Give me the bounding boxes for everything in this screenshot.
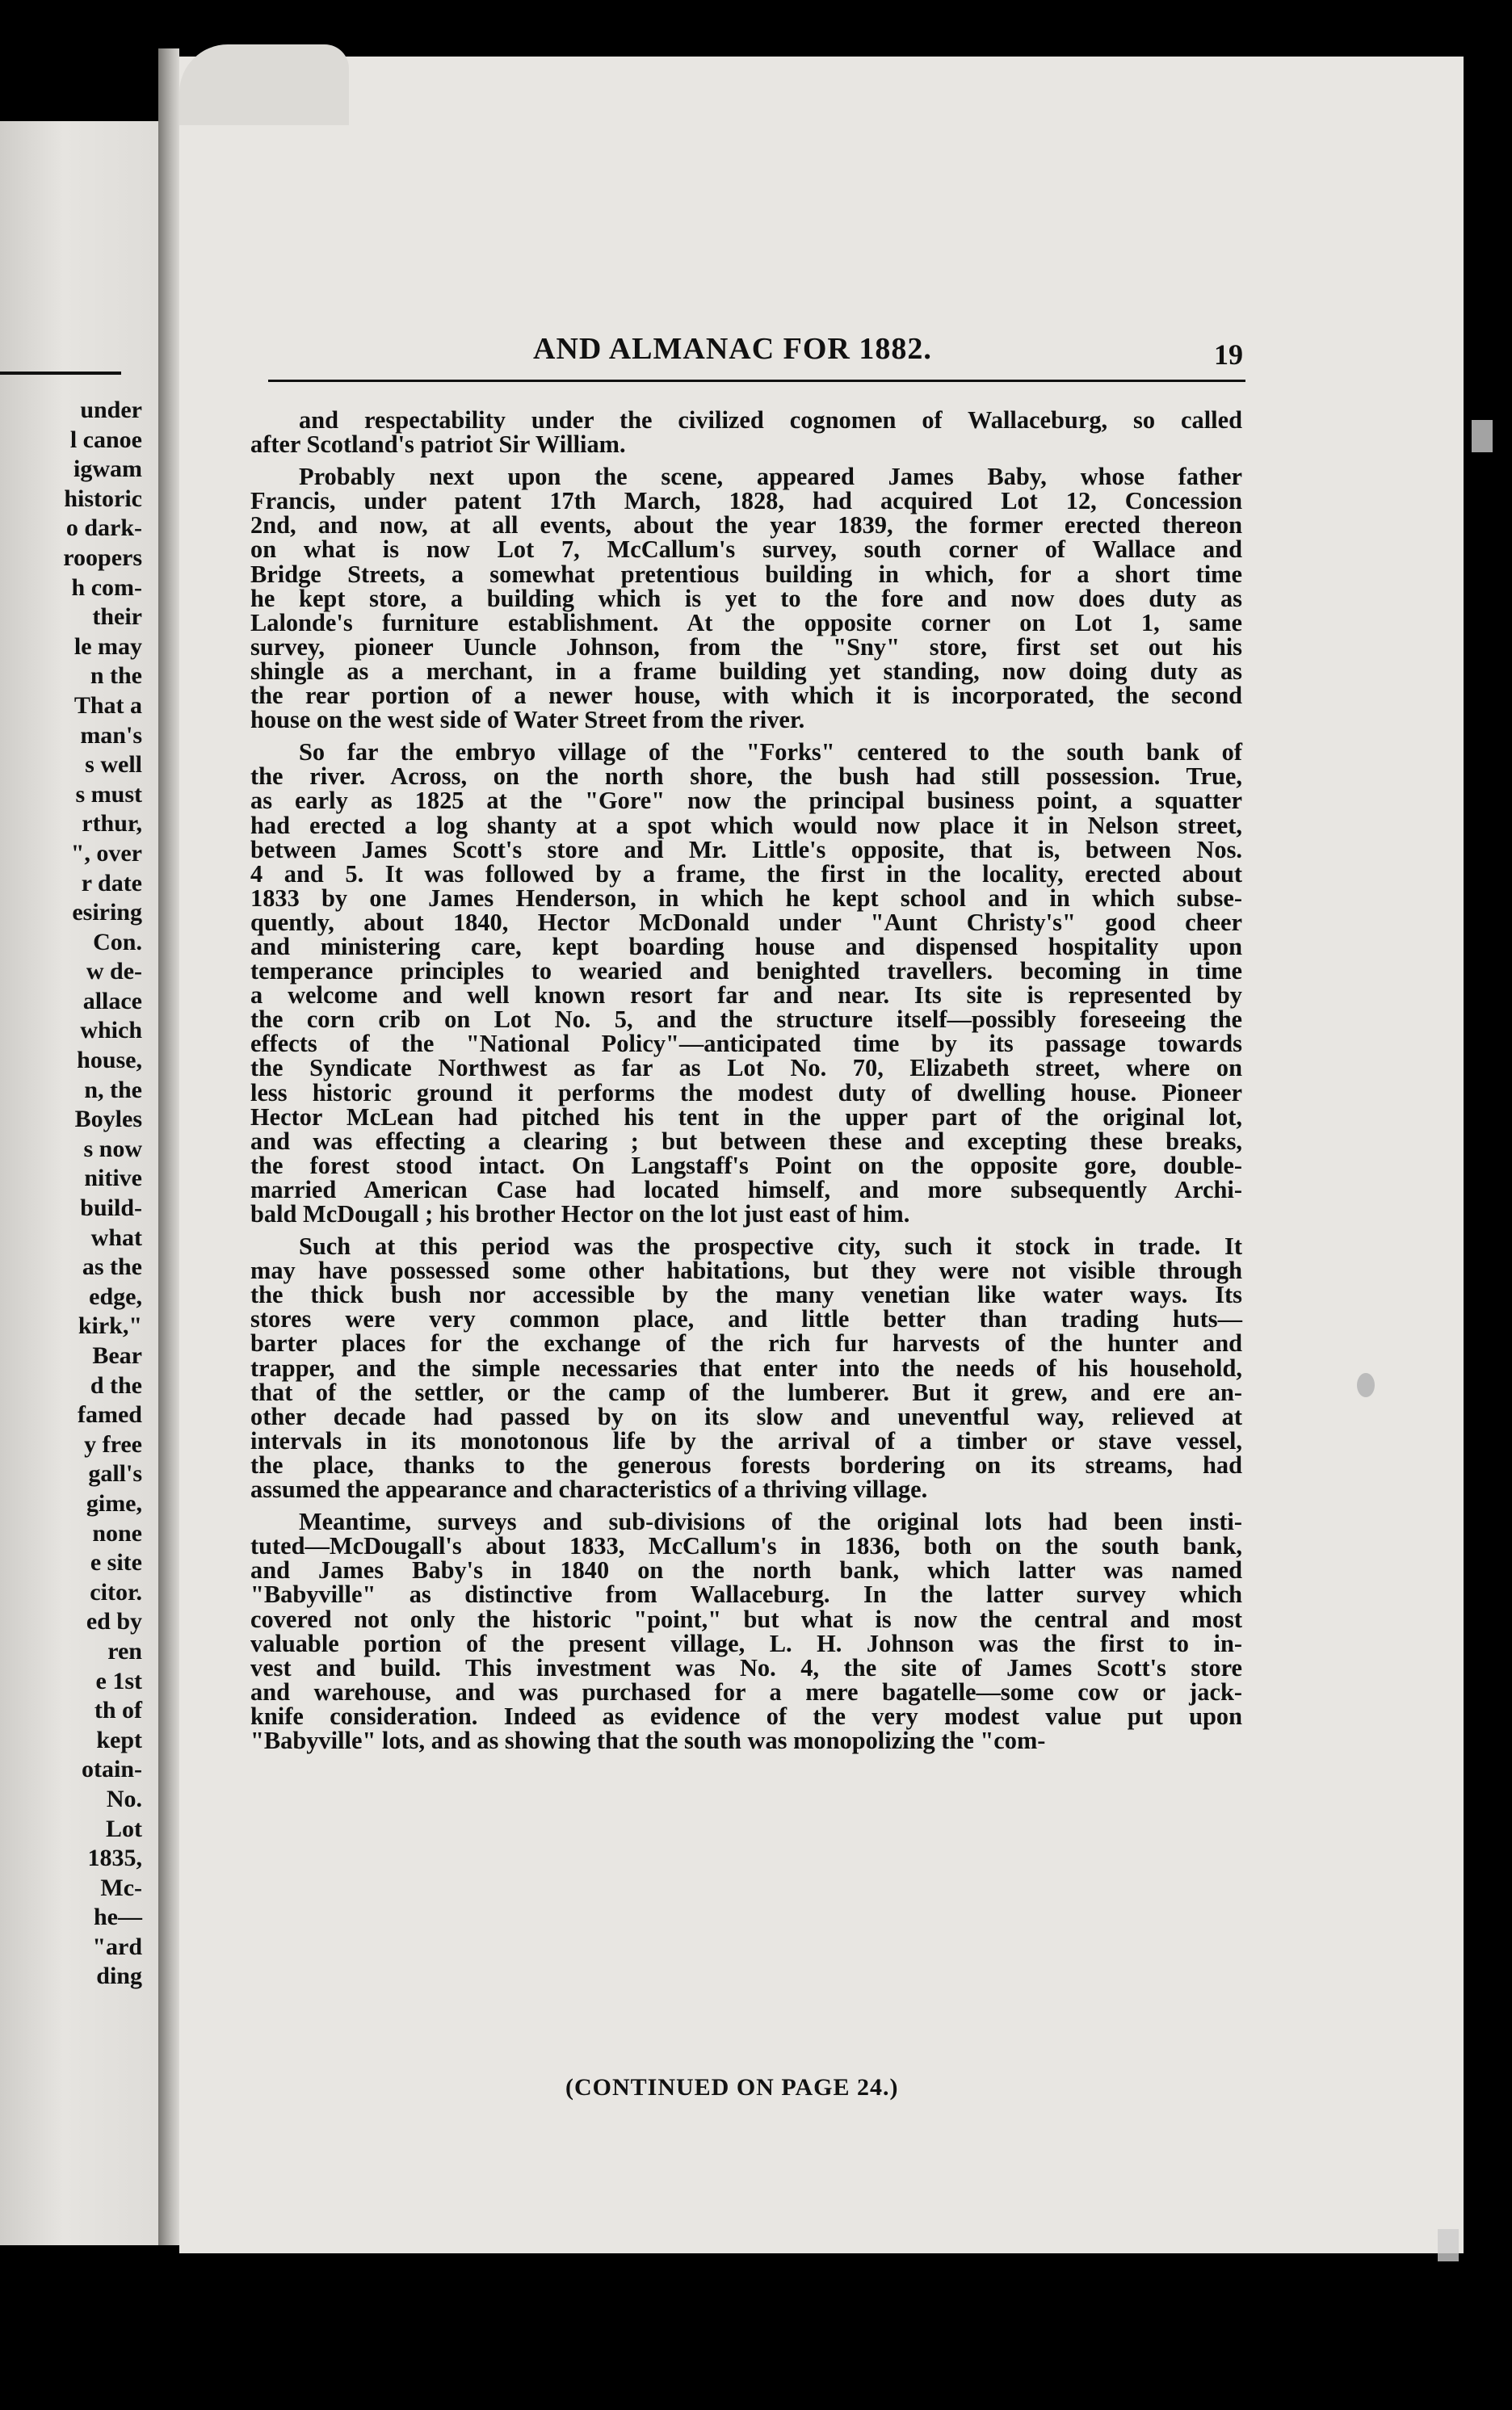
left-page-line: ", over [70,839,142,867]
text-line: other decade had passed by on its slow and uneventful way, relieved at [250,1402,1242,1430]
text-line: valuable portion of the present village, L. H. Johnson was the first to in- [250,1629,1242,1657]
left-page-line: o dark- [65,514,142,542]
left-page-line: their [92,603,142,631]
left-page-line: Boyles [74,1106,142,1133]
text-line: "Babyville" as distinctive from Wallaceburg. In the latter survey which [250,1581,1242,1609]
left-page-line: y free [84,1430,142,1458]
left-page-line: Lot [106,1815,142,1842]
text-line: Probably next upon the scene, appeared James Baby, whose father [299,463,1242,491]
left-page-line: Bear [92,1342,142,1369]
text-line: between James Scott's store and Mr. Little's opposite, that is, between Nos. [250,835,1242,863]
left-page-line: famed [78,1401,142,1429]
text-line: Hector McLean had pitched his tent in the upper part of the original lot, [250,1102,1242,1131]
text-line: as early as 1825 at the "Gore" now the principal business point, a squatter [250,787,1242,815]
text-line: the corn crib on Lot No. 5, and the structure itself—possibly foreseeing the [250,1006,1242,1034]
text-line: covered not only the historic "point," but what is now the central and most [250,1605,1242,1633]
left-page-line: Mc- [100,1874,142,1901]
header-rule [268,380,1245,382]
text-line: Francis, under patent 17th March, 1828, had acquired Lot 12, Concession [250,487,1242,515]
text-line: the forest stood intact. On Langstaff's Point on the opposite gore, double- [250,1151,1242,1179]
text-line: the thick bush nor accessible by the many venetian like water ways. Its [250,1281,1242,1309]
text-line: 4 and 5. It was followed by a frame, the first in the locality, erected about [250,859,1242,888]
left-page-text [0,396,142,1992]
text-line: may have possessed some other habitations, but they were not visible through [250,1257,1242,1285]
text-line: less historic ground it performs the modest duty of dwelling house. Pioneer [250,1078,1242,1106]
paragraph [250,464,1242,732]
left-page-line: gime, [86,1489,142,1517]
left-page-line: r date [81,869,142,896]
text-line: 2nd, and now, at all events, about the year 1839, the former erected thereon [250,511,1242,540]
left-page-line: 1835, [87,1845,142,1872]
left-page-line: none [92,1519,142,1547]
left-page-line: Con. [93,928,142,955]
left-page-line: th of [94,1697,142,1724]
continued-note: (CONTINUED ON PAGE 24.) [565,2074,899,2101]
text-line: he kept store, a building which is yet to the fore and now does duty as [250,584,1242,612]
left-page-line: man's [80,721,142,749]
left-page-line: le may [74,632,142,660]
text-line: Bridge Streets, a somewhat pretentious building in which, for a short time [250,560,1242,588]
text-line: and respectability under the civilized cognomen of Wallaceburg, so called [299,406,1242,434]
left-page-line: n, the [84,1076,142,1103]
text-line: knife consideration. Indeed as evidence of the very modest value put upon [250,1702,1242,1730]
paragraph [250,1509,1242,1753]
text-line: trapper, and the simple necessaries that enter into the needs of his household, [250,1354,1242,1382]
text-line: tuted—McDougall's about 1833, McCallum's in 1836, both on the south bank, [250,1532,1242,1560]
text-line: vest and build. This investment was No. 4, the site of James Scott's store [250,1653,1242,1682]
left-page-line: igwam [74,456,142,483]
book-gutter [158,48,179,2245]
text-line: and ministering care, kept boarding house and dispensed hospitality upon [250,932,1242,960]
left-page-header-rule [0,372,121,375]
left-page-line: s now [83,1135,142,1162]
article-body [250,408,1242,1753]
left-page-line: s must [75,780,142,808]
text-line: So far the embryo village of the "Forks" centered to the south bank of [299,738,1242,766]
text-line: and James Baby's in 1840 on the north bank, which latter was named [250,1556,1242,1585]
text-line: and was effecting a clearing ; but between these and excepting these breaks, [250,1127,1242,1155]
left-page-line: allace [82,987,142,1014]
text-line: survey, pioneer Uuncle Johnson, from the "Sny" store, first set out his [250,632,1242,661]
left-page-line: which [80,1017,142,1044]
text-line: shingle as a merchant, in a frame building yet standing, now doing duty as [250,657,1242,685]
left-page-line: e site [90,1549,142,1577]
scan-mark [1472,420,1493,452]
paragraph [250,740,1242,1226]
text-line: Lalonde's furniture establishment. At the opposite corner on Lot 1, same [250,608,1242,636]
left-page-line: citor. [90,1578,142,1606]
text-line: "Babyville" lots, and as showing that the south was monopolizing the "com- [250,1726,1046,1754]
text-line: the river. Across, on the north shore, the bush had still possession. True, [250,762,1242,791]
left-page-line: historic [64,485,142,512]
text-line: quently, about 1840, Hector McDonald under "Aunt Christy's" good cheer [250,908,1242,936]
left-page-line: house, [77,1047,142,1074]
left-page-line: e 1st [95,1667,142,1694]
left-page-line: ding [96,1963,142,1990]
text-line: the place, thanks to the generous forests bordering on its streams, had [250,1451,1242,1479]
text-line: married American Case had located himself, and more subsequently Archi- [250,1175,1242,1203]
left-page-line: kirk," [78,1312,142,1340]
text-line: the Syndicate Northwest as far as Lot No. 70, Elizabeth street, where on [250,1054,1242,1082]
left-page-line: edge, [89,1283,142,1310]
text-line: effects of the "National Policy"—anticipated time by its passage towards [250,1030,1242,1058]
left-page-line: gall's [88,1460,142,1488]
text-line: assumed the appearance and characteristics of a thriving village. [250,1476,928,1504]
left-page-line: "ard [92,1933,142,1960]
text-line: temperance principles to wearied and benighted travellers. becoming in time [250,957,1242,985]
page-top-torn-edge [179,44,349,125]
left-page-line: h com- [71,573,142,601]
left-page-line: ed by [86,1608,142,1635]
left-page-line: what [90,1224,142,1251]
page-number: 19 [1214,338,1243,371]
left-page-line: ren [107,1637,142,1665]
text-line: the rear portion of a newer house, with which it is incorporated, the second [250,682,1242,710]
left-facing-page [0,121,158,2245]
text-line: house on the west side of Water Street from the river. [250,706,805,734]
left-page-line: s well [85,751,142,779]
text-line: bald McDougall ; his brother Hector on the lot just east of him. [250,1200,910,1228]
text-line: Meantime, surveys and sub-divisions of the original lots had been insti- [299,1508,1242,1536]
left-page-line: build- [80,1195,142,1222]
left-page-line: n the [90,662,142,690]
left-page-line: roopers [63,544,142,571]
text-line: intervals in its monotonous life by the arrival of a timber or stave vessel, [250,1426,1242,1455]
scan-mark [1438,2229,1459,2261]
left-page-line: w de- [86,958,142,985]
left-page-line: d the [90,1371,142,1399]
text-line: barter places for the exchange of the rich fur harvests of the hunter and [250,1329,1242,1358]
text-line: on what is now Lot 7, McCallum's survey, south corner of Wallace and [250,535,1242,564]
paragraph [250,406,1242,459]
text-line: 1833 by one James Henderson, in which he kept school and in which subse- [250,884,1242,912]
left-page-line: That a [74,691,142,719]
left-page-line: esiring [72,899,142,926]
text-line: that of the settler, or the camp of the lumberer. But it grew, and ere an- [250,1378,1242,1406]
left-page-line: he— [94,1904,142,1931]
text-line: after Scotland's patriot Sir William. [250,430,626,459]
left-page-line: No. [106,1785,142,1812]
paragraph [250,1232,1242,1504]
paper-speck [1357,1373,1375,1397]
left-page-line: nitive [84,1165,142,1192]
text-line: Such at this period was the prospective city, such it stock in trade. It [299,1232,1242,1261]
running-header-title: AND ALMANAC FOR 1882. [533,332,932,366]
text-line: and warehouse, and was purchased for a mere bagatelle—some cow or jack- [250,1677,1242,1706]
left-page-line: kept [96,1726,142,1753]
left-page-line: otain- [82,1756,142,1783]
text-line: stores were very common place, and little better than trading huts— [250,1305,1242,1333]
text-line: had erected a log shanty at a spot which would now place it in Nelson street, [250,811,1242,839]
left-page-line: l canoe [69,426,142,453]
left-page-line: rthur, [82,810,142,838]
text-line: a welcome and well known resort far and near. Its site is represented by [250,981,1242,1010]
left-page-line: as the [82,1253,142,1281]
left-page-line: under [80,397,142,423]
